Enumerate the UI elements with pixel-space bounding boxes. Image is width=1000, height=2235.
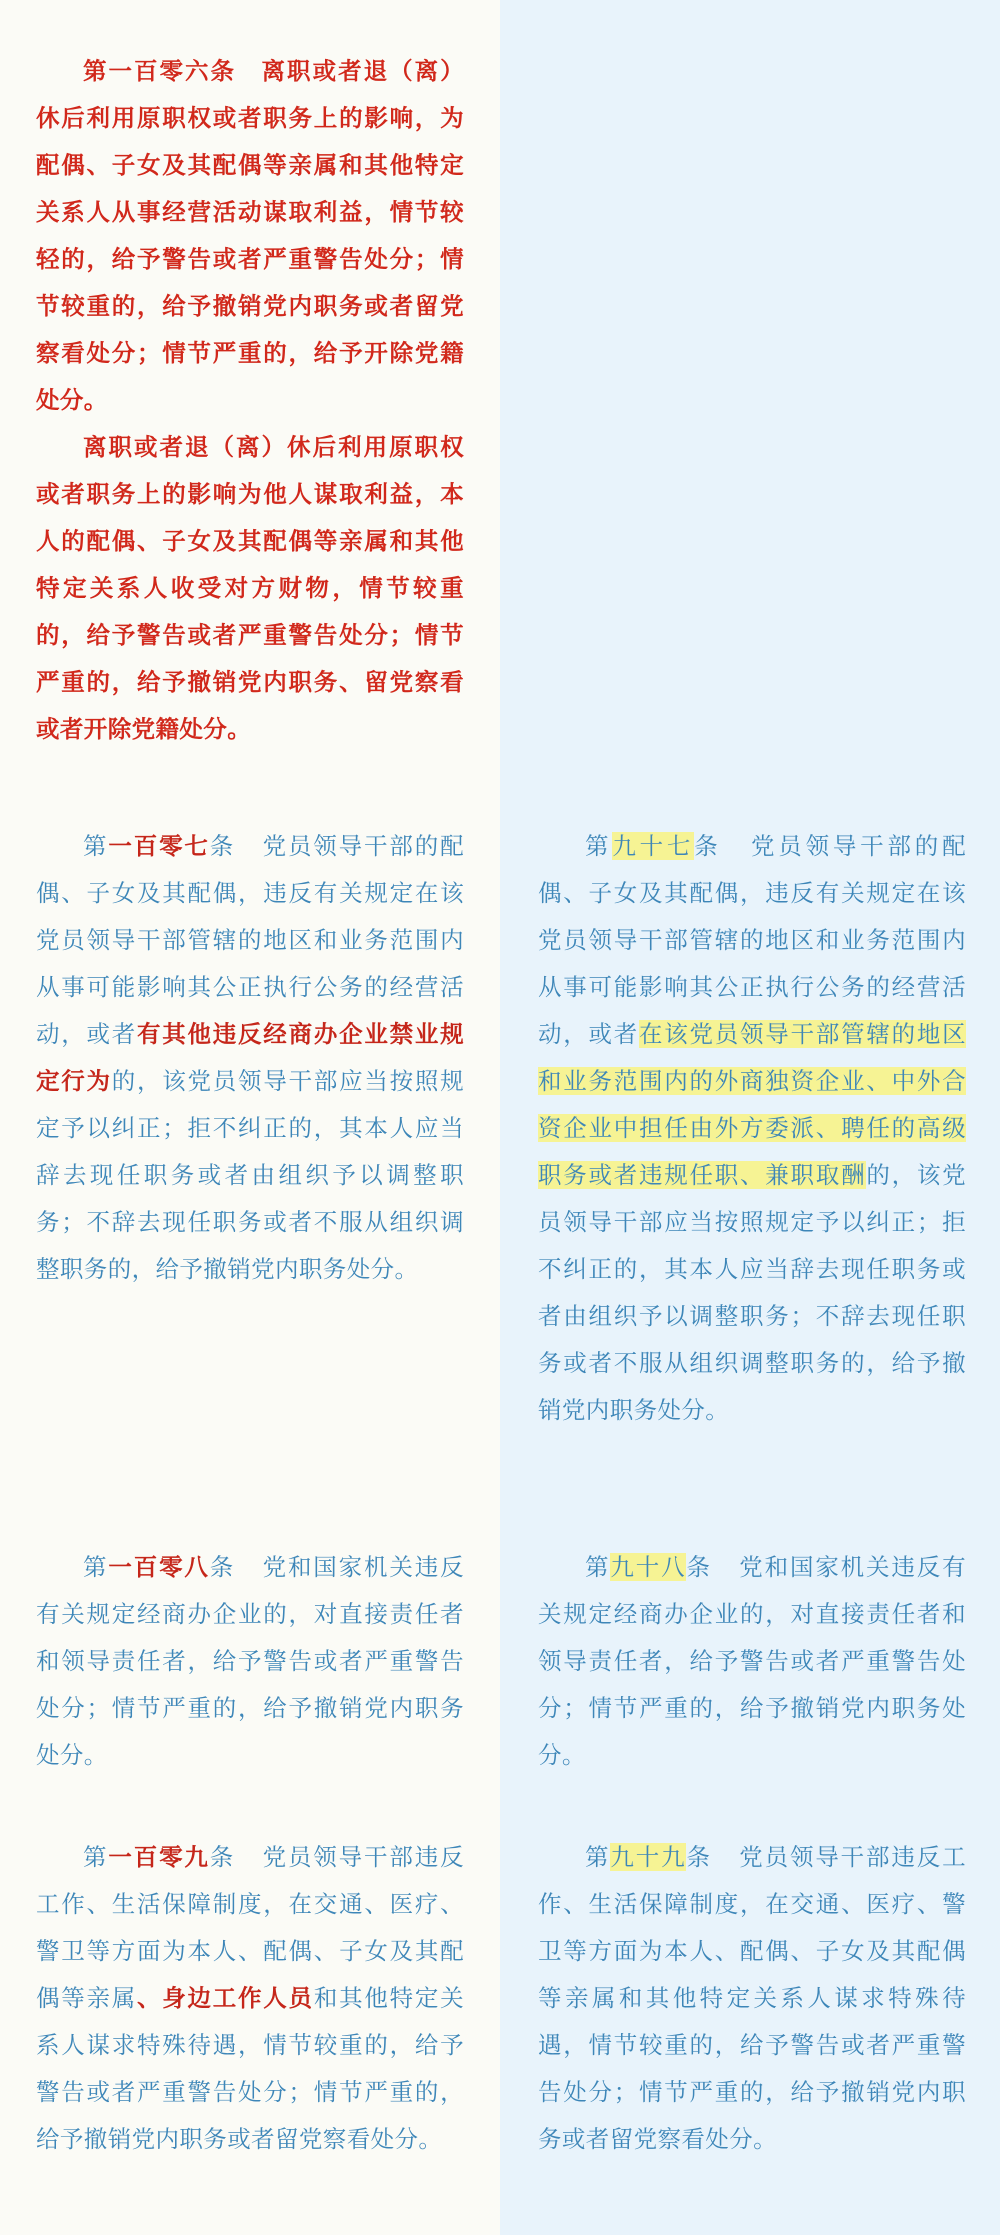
article-99-text [538,1834,966,2163]
article-suffix: 条 [686,1553,712,1581]
article-number: 九十八 [610,1553,687,1581]
article-number: 一百零九 [108,1843,210,1871]
article-106-para-1: 第一百零六条 离职或者退（离）休后利用原职权或者职务上的影响，为配偶、子女及其配偶等亲属和其他特定关系人从事经营活动谋取利益，情节较轻的，给予警告或者严重警告处分；情节较重的，给予撤销党内职务或者留党察看处分；情节严重的，给予开除党籍处分。 [36,57,464,414]
article-prefix: 第 [585,1843,611,1871]
article-highlight: 在该党员领导干部管辖的地区和业务范围内的外商独资企业、中外合资企业中担任由外方委派、聘任的高级职务或者违规任职、兼职取酬 [538,1020,966,1189]
article-prefix: 第 [585,1553,611,1581]
article-body-a: 党员领导干部的配偶、子女及其配偶，违反有关规定在该党员领导干部管辖的地区和业务范围内从事可能影响其公正执行公务的经营活动，或者 [36,832,464,1048]
article-106-para-2: 离职或者退（离）休后利用原职权或者职务上的影响为他人谋取利益，本人的配偶、子女及其配偶等亲属和其他特定关系人收受对方财物，情节较重的，给予警告或者严重警告处分；情节严重的，给予撤销党内职务、留党察看或者开除党籍处分。 [36,433,464,743]
article-98 [538,1544,966,1779]
article-99 [538,1834,966,2163]
article-107-text [36,823,464,1293]
article-body-b: 的，该党员领导干部应当按照规定予以纠正；拒不纠正的，其本人应当辞去现任职务或者由组织予以调整职务；不辞去现任职务或者不服从组织调整职务的，给予撤销党内职务处分。 [36,1067,465,1283]
article-number: 一百零八 [108,1553,210,1581]
article-suffix: 条 [209,1553,236,1581]
article-109-text [36,1834,464,2163]
article-prefix: 第 [83,1553,109,1581]
article-emphasis: 有其他违反经商办企业禁业规定行为 [36,1020,464,1095]
article-body: 党和国家机关违反有关规定经商办企业的，对直接责任者和领导责任者，给予警告或者严重警告处分；情节严重的，给予撤销党内职务处分。 [538,1553,966,1769]
article-109 [36,1834,464,2163]
article-number: 九十七 [612,832,695,860]
article-body: 党员领导干部违反工作、生活保障制度，在交通、医疗、警卫等方面为本人、配偶、子女及其配偶等亲属和其他特定关系人谋求特殊待遇，情节较重的，给予警告或者严重警告处分；情节严重的，给予撤销党内职务或者留党察看处分。 [538,1843,966,2153]
article-106 [36,48,464,753]
article-suffix: 条 [686,1843,712,1871]
article-body-b: 和其他特定关系人谋求特殊待遇，情节较重的，给予警告或者严重警告处分；情节严重的，给予撤销党内职务或者留党察看处分。 [36,1984,464,2153]
article-body-a: 党员领导干部违反工作、生活保障制度，在交通、医疗、警卫等方面为本人、配偶、子女及其配偶等亲属 [36,1843,464,2012]
article-98-text [538,1544,966,1779]
article-number: 九十九 [610,1843,687,1871]
article-body-a: 党员领导干部的配偶、子女及其配偶，违反有关规定在该党员领导干部管辖的地区和业务范围内从事可能影响其公正执行公务的经营活动，或者 [538,832,966,1048]
article-97-text [538,823,966,1434]
article-prefix: 第 [585,832,613,860]
article-body-b: 的，该党员领导干部应当按照规定予以纠正；拒不纠正的，其本人应当辞去现任职务或者由组织予以调整职务；不辞去现任职务或者不服从组织调整职务的，给予撤销党内职务处分。 [538,1161,966,1424]
article-107 [36,823,464,1293]
article-108 [36,1544,464,1779]
article-108-text [36,1544,464,1779]
article-97 [538,823,966,1434]
article-suffix: 条 [209,832,236,860]
article-prefix: 第 [83,832,109,860]
article-number: 一百零七 [108,832,210,860]
article-body: 党和国家机关违反有关规定经商办企业的，对直接责任者和领导责任者，给予警告或者严重警告处分；情节严重的，给予撤销党内职务处分。 [36,1553,464,1769]
article-suffix: 条 [209,1843,236,1871]
article-emphasis: 、身边工作人员 [137,1984,314,2012]
article-suffix: 条 [694,832,722,860]
article-prefix: 第 [83,1843,109,1871]
